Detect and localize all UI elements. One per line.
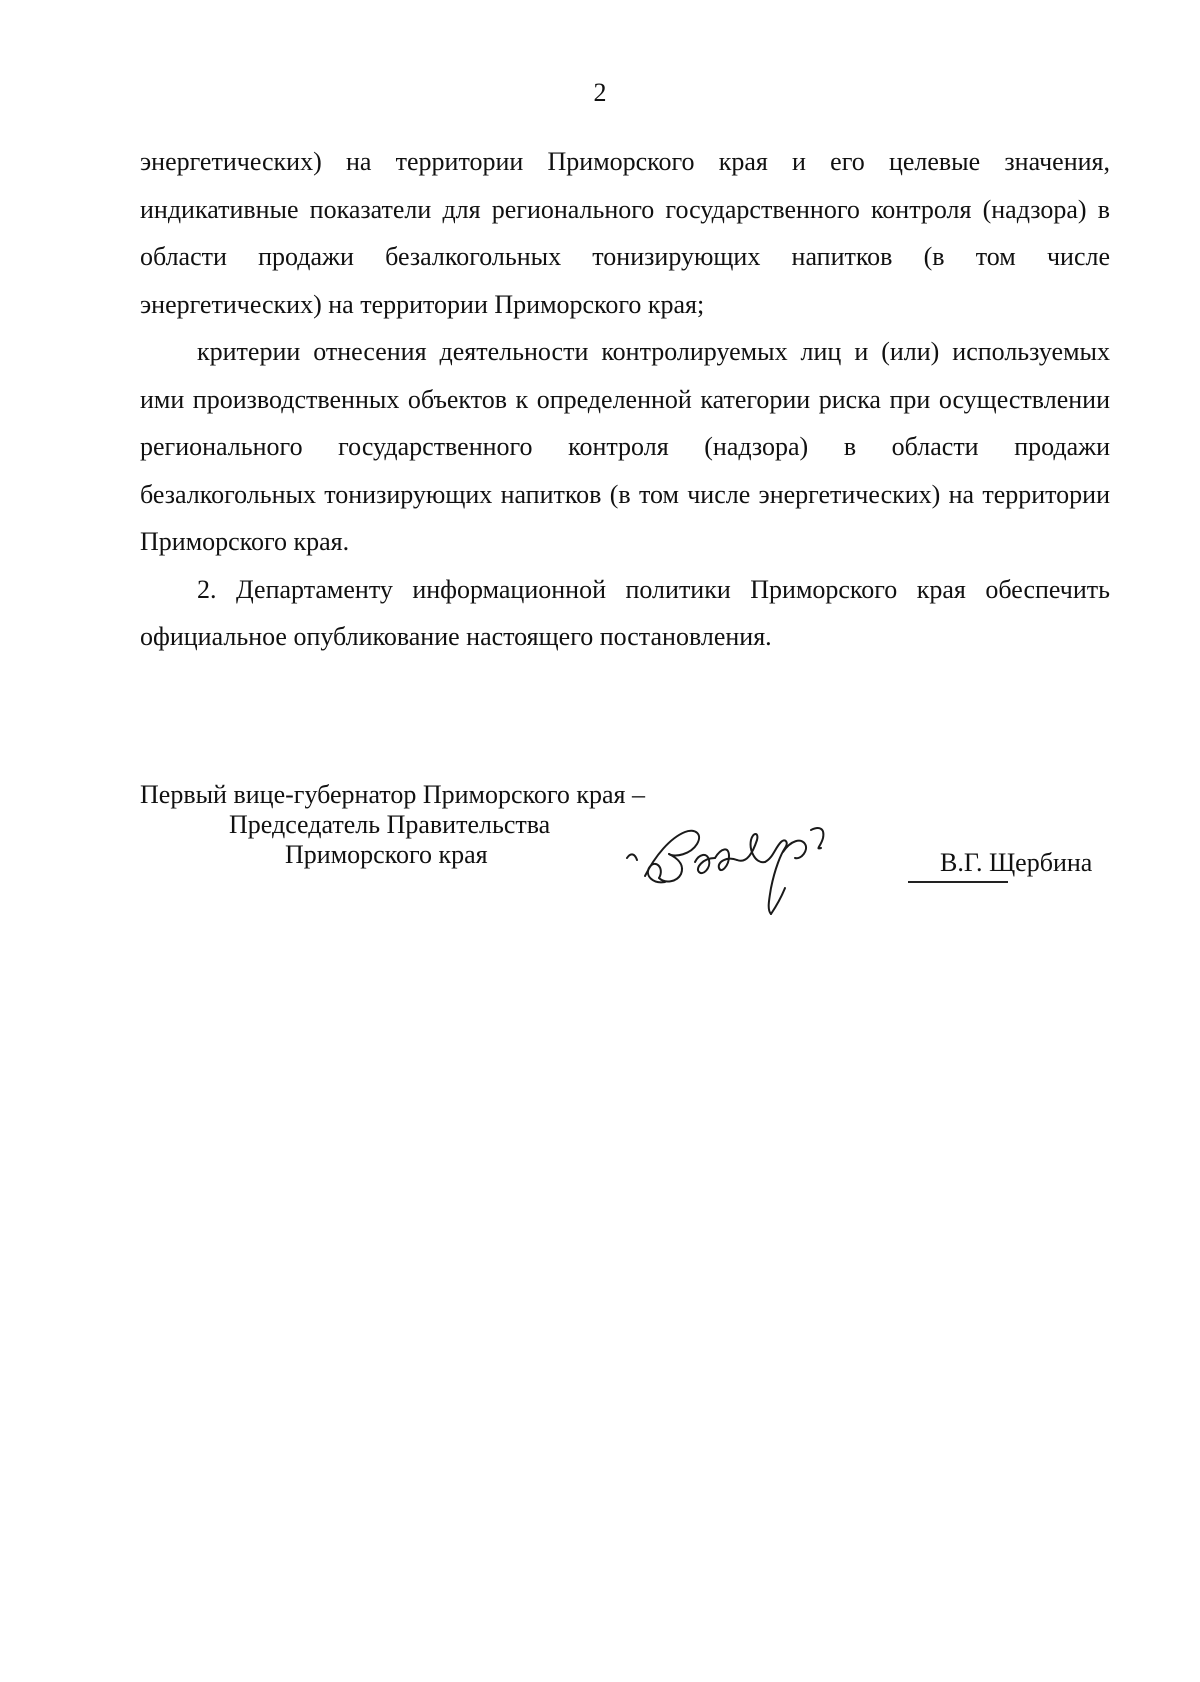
signatory-title-line-1: Первый вице-губернатор Приморского края –	[140, 780, 645, 809]
paragraph-continuation: энергетических) на территории Приморского края и его целевые значения, индикативные показатели для регионального государственного контроля (надзора) в области продажи безалкогольных тонизирующих напитков (в том числе энергетических) на территории Приморского края;	[140, 147, 1110, 319]
signer-name-underline	[908, 881, 1008, 883]
page-number: 2	[593, 78, 607, 107]
paragraph-publication-order: 2. Департаменту информационной политики Приморского края обеспечить официальное опубликование настоящего постановления.	[140, 574, 1110, 651]
signer-name: В.Г. Щербина	[940, 848, 1093, 877]
document-body	[140, 138, 1110, 661]
signatory-title-line-3: Приморского края	[285, 840, 488, 869]
handwritten-signature	[625, 818, 905, 923]
paragraph-criteria: критерии отнесения деятельности контролируемых лиц и (или) используемых ими производственных объектов к определенной категории риска при осуществлении регионального государственного контроля (надзора) в области продажи безалкогольных тонизирующих напитков (в том числе энергетических) на территории Приморского края.	[140, 337, 1110, 556]
signatory-title-line-2: Председатель Правительства	[229, 810, 551, 839]
signatory-title	[140, 780, 645, 870]
